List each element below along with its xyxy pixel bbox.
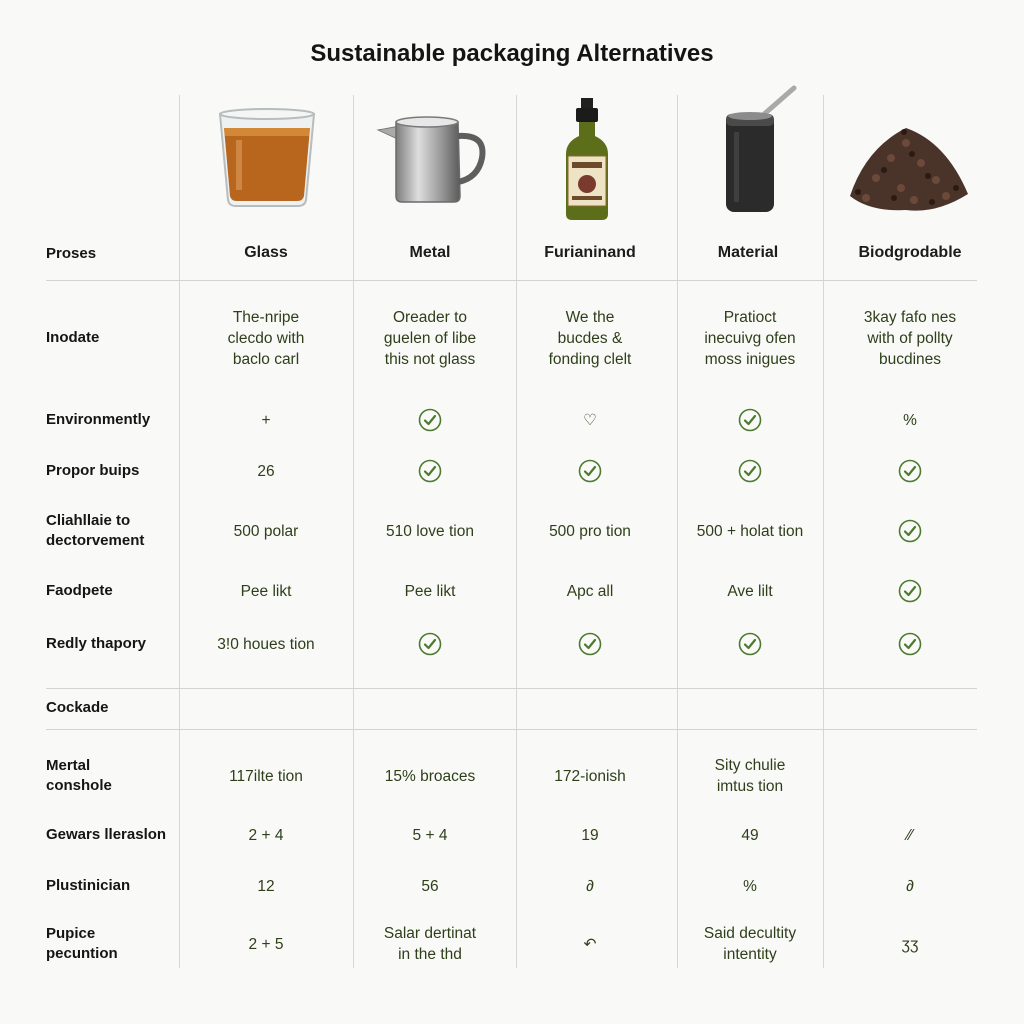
column-header-biodegradable: Biodgrodable <box>858 244 962 261</box>
checkmark-icon <box>738 632 762 656</box>
header-divider <box>46 280 977 281</box>
checkmark-icon <box>418 408 442 432</box>
table-cell: ∂ <box>906 877 914 895</box>
table-cell: 510 love tion <box>386 522 474 540</box>
table-cell: 500 + holat tion <box>696 522 804 540</box>
row-label: Cliahllaie to dectorvement <box>46 512 145 549</box>
table-cell: Oreader to guelen of libe this not glass <box>383 308 477 368</box>
checkmark-icon <box>578 459 602 483</box>
table-cell: Sity chulie imtus tion <box>714 757 786 795</box>
table-cell: Pee likt <box>404 582 456 600</box>
table-cell: 500 pro tion <box>549 522 631 540</box>
row-label: Gewars lleraslon <box>46 826 167 843</box>
table-cell: Salar dertinat in the thd <box>383 925 477 963</box>
table-cell: ʒʒ <box>901 935 919 953</box>
metal-pitcher-icon <box>374 112 492 206</box>
table-cell: 5 + 4 <box>412 826 448 844</box>
table-cell: Pratioct inecuivg ofen moss inigues <box>704 308 796 368</box>
section-label: Cockade <box>46 699 109 716</box>
row-label: Inodate <box>46 329 100 346</box>
checkmark-icon <box>418 632 442 656</box>
table-cell: 2 + 5 <box>248 935 284 953</box>
column-divider <box>179 95 180 968</box>
table-cell: 172-ionish <box>554 767 626 785</box>
row-label: Environmently <box>46 411 151 428</box>
bottle-icon <box>562 96 612 222</box>
can-with-straw-icon <box>722 84 804 214</box>
table-cell: 3kay fafo nes with of pollty bucdines <box>863 308 957 368</box>
table-cell: 49 <box>741 826 759 844</box>
table-cell: 117ilte tion <box>229 767 303 785</box>
row-label: Plustinician <box>46 877 131 894</box>
header-label: Proses <box>46 245 97 262</box>
table-cell: 12 <box>257 877 275 895</box>
table-cell: The-nripe clecdo with baclo carl <box>227 308 305 368</box>
table-cell: ⁄⁄ <box>907 826 913 844</box>
table-cell: + <box>261 411 271 429</box>
table-cell: 26 <box>257 462 275 480</box>
checkmark-icon <box>738 459 762 483</box>
table-cell: % <box>903 411 917 429</box>
table-cell: 2 + 4 <box>248 826 284 844</box>
checkmark-icon <box>898 519 922 543</box>
section-divider <box>46 688 977 689</box>
checkmark-icon <box>898 632 922 656</box>
column-header-glass: Glass <box>244 244 288 261</box>
column-divider <box>353 95 354 968</box>
checkmark-icon <box>898 459 922 483</box>
checkmark-icon <box>898 579 922 603</box>
table-cell: ♡ <box>583 411 597 429</box>
table-cell: Ave lilt <box>727 582 773 600</box>
row-label: Propor buips <box>46 462 140 479</box>
checkmark-icon <box>578 632 602 656</box>
column-header-material: Material <box>717 244 779 261</box>
table-cell: % <box>743 877 757 895</box>
row-label: Pupice pecuntion <box>46 925 118 962</box>
table-cell: ∂ <box>586 877 594 895</box>
checkmark-icon <box>738 408 762 432</box>
row-label: Faodpete <box>46 582 113 599</box>
granules-pile-icon <box>846 118 972 214</box>
row-label: Mertal conshole <box>46 757 112 794</box>
page-title: Sustainable packaging Alternatives <box>310 40 714 67</box>
table-cell: ↶ <box>583 935 597 953</box>
column-header-bottle: Furianinand <box>544 244 636 261</box>
table-cell: 56 <box>421 877 439 895</box>
table-cell: 500 polar <box>233 522 299 540</box>
column-header-metal: Metal <box>409 244 451 261</box>
row-label: Redly thapory <box>46 635 147 652</box>
table-cell: 19 <box>581 826 599 844</box>
table-cell: Apc all <box>566 582 614 600</box>
table-cell: 3!0 houes tion <box>217 635 315 653</box>
table-cell: We the bucdes & fonding clelt <box>548 308 632 368</box>
table-cell: Said decultity intentity <box>703 925 797 963</box>
section-divider <box>46 729 977 730</box>
checkmark-icon <box>418 459 442 483</box>
table-cell: Pee likt <box>240 582 292 600</box>
glass-tumbler-icon <box>210 100 324 212</box>
column-divider <box>823 95 824 968</box>
table-cell: 15% broaces <box>384 767 476 785</box>
